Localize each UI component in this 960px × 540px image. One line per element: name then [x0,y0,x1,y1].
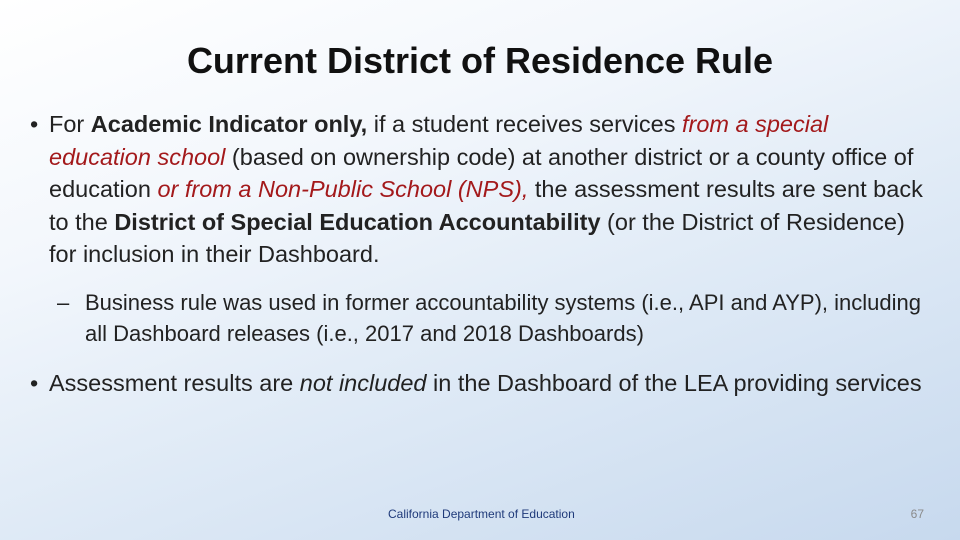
bullet-text: (based on ownership code) at another district or a county office of education [49,143,914,202]
footer-text: California Department of Education [388,507,575,521]
emphasis-text: or from a Non-Public School (NPS), [157,176,529,202]
page-number: 67 [910,507,924,521]
bullet-text: in the Dashboard of the LEA providing services [426,369,922,396]
emphasis-text: from a special education school [49,111,829,170]
bullet-marker: • [30,111,39,137]
bullet-text: For [49,111,91,137]
bullet-item [30,367,935,400]
bullet-item [30,108,935,271]
bold-text: Academic Indicator only, [90,111,368,137]
bullet-text: the assessment results are sent back to the [49,176,923,235]
bullet-text: (or the District of Residence) for inclusion in their Dashboard. [49,208,905,267]
bullet-text: Assessment results are [49,369,300,396]
slide-title: Current District of Residence Rule [186,40,774,81]
sub-bullet-item [57,287,935,349]
bullet-marker: • [30,369,39,396]
bold-text: District of Special Education Accountability [114,208,601,235]
sub-bullet-marker: – [57,289,70,315]
bullet-list [30,108,935,399]
italic-text: not included [299,369,427,396]
sub-bullet-text: Business rule was used in former accountability systems (i.e., API and AYP), including all Dashboard releases (i.e., 2017 and 2018 Dashboards) [85,289,921,346]
bullet-text: if a student receives services [367,111,682,137]
